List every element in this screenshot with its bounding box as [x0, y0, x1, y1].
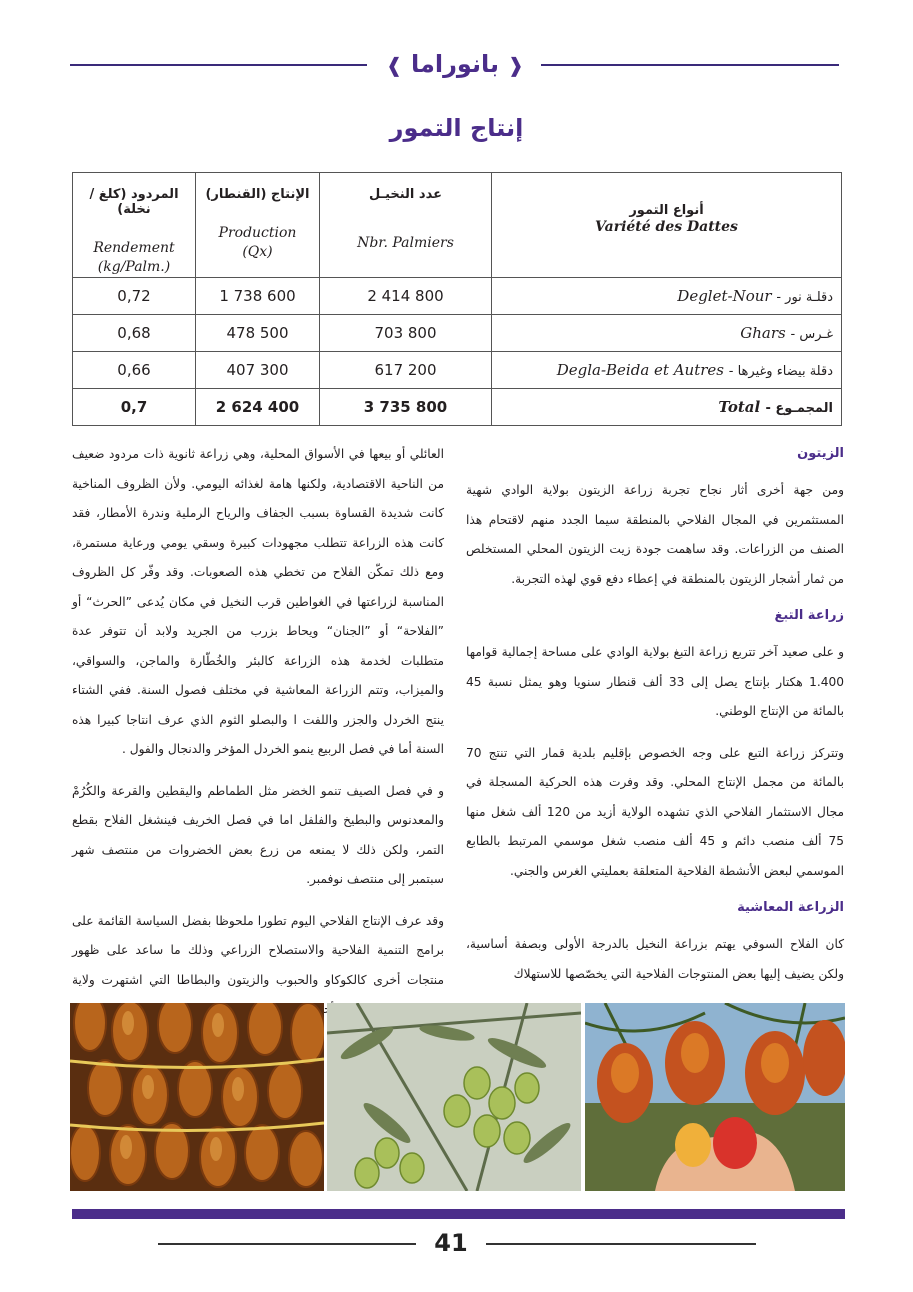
- cell-palms: 703 800: [320, 315, 492, 352]
- header-production: الإنتاج (القنطار) Production (Qx): [196, 173, 320, 278]
- cell-yield: 0,72: [73, 278, 196, 315]
- table-row: [73, 278, 842, 315]
- footer-rule-right: [486, 1243, 756, 1245]
- cell-yield: 0,66: [73, 352, 196, 389]
- ornament-icon: ❰: [507, 53, 525, 77]
- body-paragraph: وقد عرف الإنتاج الفلاحي اليوم تطورا ملحوظا بفضل السياسة القائمة على برامج التنمية الفلاحية والاستصلاح الزراعي وذلك ما ساعد على ظهور منتجات أخرى كالكوكاو والحبوب والزيتون والبطاطا التي اشتهرت ولاية الأخيرة: [72, 913, 444, 1016]
- header-palms: عدد النخيـل Nbr. Palmiers: [320, 173, 492, 278]
- table-header-row: [73, 173, 842, 278]
- section-banner: [380, 44, 530, 84]
- cell-production: 478 500: [196, 315, 320, 352]
- olives-photo: [327, 1003, 581, 1191]
- header-variety: أنواع التمور Variété des Dattes: [492, 173, 842, 278]
- dates-photo: [70, 1003, 324, 1191]
- cell-variety: دقلـة نور - Deglet-Nour: [492, 278, 842, 315]
- cell-variety: غـرس - Ghars: [492, 315, 842, 352]
- cell-variety: دقلة بيضاء وغيرها - Degla-Beida et Autres: [492, 352, 842, 389]
- dates-production-table: [72, 172, 842, 426]
- total-label: المجمـوع - Total: [492, 389, 842, 426]
- page-number: 41: [434, 1229, 468, 1257]
- footer-rule-left: [158, 1243, 416, 1245]
- cell-palms: 2 414 800: [320, 278, 492, 315]
- footer-bar: [72, 1209, 845, 1219]
- header-yield: المردود (كلغ /نخلة) Rendement (kg/Palm.): [73, 173, 196, 278]
- banner-text: بانوراما: [411, 50, 499, 78]
- tobacco-paragraph-2: وتتركز زراعة التبع على وجه الخصوص بإقليم بلدية قمار التي تنتج 70 بالمائة من مجمل الإنتاج المحلي. وقد وفرت هذه الحركية المسجلة في مجال الاستثمار الفلاحي الذي تشهده الولاية أزيد من 120 ألف شغل منها 75 ألف منصب دائم و 45 ألف منصب شغل موسمي المرتبط بالطابع الموسمي لبعض الأنشطة الفلاحية المتعلقة بعمليتي الغرس والجني.: [466, 745, 844, 878]
- table-row: [73, 315, 842, 352]
- total-yield: 0,7: [73, 389, 196, 426]
- header-rule-left: [70, 64, 367, 66]
- table-row: [73, 352, 842, 389]
- cell-production: 1 738 600: [196, 278, 320, 315]
- table-total-row: [73, 389, 842, 426]
- olive-paragraph: ومن جهة أخرى أثار نجاح تجربة زراعة الزيتون بولاية الوادي شهية المستثمرين في المجال الفلاحي بالمنطقة سيما الجدد منهم لاقتحام هذا الصنف من الزراعات. وقد ساهمت جودة زيت الزيتون المحلي المستخلص من ثمار أشجار الزيتون بالمنطقة في إعطاء دفع قوي لهذه التجربة.: [466, 483, 844, 586]
- palm-dates-photo: [585, 1003, 845, 1191]
- page-title: إنتاج التمور: [389, 114, 524, 142]
- body-paragraph: و في فصل الصيف تنمو الخضر مثل الطماطم واليقطين والقرعة والكُرُمْ والمعدنوس والبطيخ والفلفل اما في فصل الخريف فينشغل الفلاح بقطع التمر، ولكن ذلك لا يمنعه من زرع بعض الخضروات من منتصف شهر سبتمبر إلى منتصف نوفمبر.: [72, 783, 444, 886]
- olive-heading: الزيتون: [797, 446, 844, 461]
- tobacco-heading: زراعة التبغ: [774, 608, 844, 623]
- tobacco-paragraph-1: و على صعيد آخر تتربع زراعة التبغ بولاية الوادي على مساحة إجمالية قوامها 1.400 هكتار بإنتاج يصل إلى 33 ألف قنطار سنويا وهو يمثل نسبة 45 بالمائة من الإنتاج الوطني.: [466, 645, 845, 718]
- cell-production: 407 300: [196, 352, 320, 389]
- header-rule-right: [541, 64, 839, 66]
- subsistence-heading: الزراعة المعاشية: [737, 900, 844, 915]
- right-text-column: [466, 444, 844, 1001]
- body-paragraph: العائلي أو بيعها في الأسواق المحلية، وهي زراعة ثانوية ذات مردود ضعيف من الناحية الاقتصادية، ولكنها هامة لغذائه اليومي. ولأن الظروف المناخية كانت شديدة القساوة بسبب الجفاف والرياح الرملية وندرة الأمطار، فقد كانت هذه الزراعة تتطلب مجهودات كبيرة وسقي يومي ورعاية مستمرة، ومع ذلك تمكّن الفلاح من تخطي هذه الصعوبات. وقد وفّر كل الظروف المناسبة لزراعتها في الغواطين قرب النخيل في مكان يُدعى ”الحرث“ أو ”الفلاحة“ أو ”الجنان“ ويحاط بزرب من الجريد ولابد أن تتوفر عدة متطلبات لخدمة هذه الزراعة كالبئر والخُطّارة والماجن، والسواقي، والميزاب، وتتم الزراعة المعاشية في مختلف فصول السنة. ففي الشتاء ينتج الخردل والجزر واللفت ا والبصلو الثوم الذي عرف انتاجا كبيرا هذه السنة أما في فصل الربيع ينمو الخردل المؤخر والدنجال والفول .: [72, 447, 444, 756]
- ornament-icon: ❱: [385, 53, 403, 77]
- total-production: 2 624 400: [196, 389, 320, 426]
- cell-yield: 0,68: [73, 315, 196, 352]
- total-palms: 3 735 800: [320, 389, 492, 426]
- cell-palms: 617 200: [320, 352, 492, 389]
- subsistence-paragraph: كان الفلاح السوفي يهتم بزراعة النخيل بالدرجة الأولى وبصفة أساسية، ولكن يضيف إليها بعض المنتوجات الفلاحية التي يخصّصها للاستهلاك: [466, 937, 844, 981]
- left-text-column: [72, 440, 444, 1037]
